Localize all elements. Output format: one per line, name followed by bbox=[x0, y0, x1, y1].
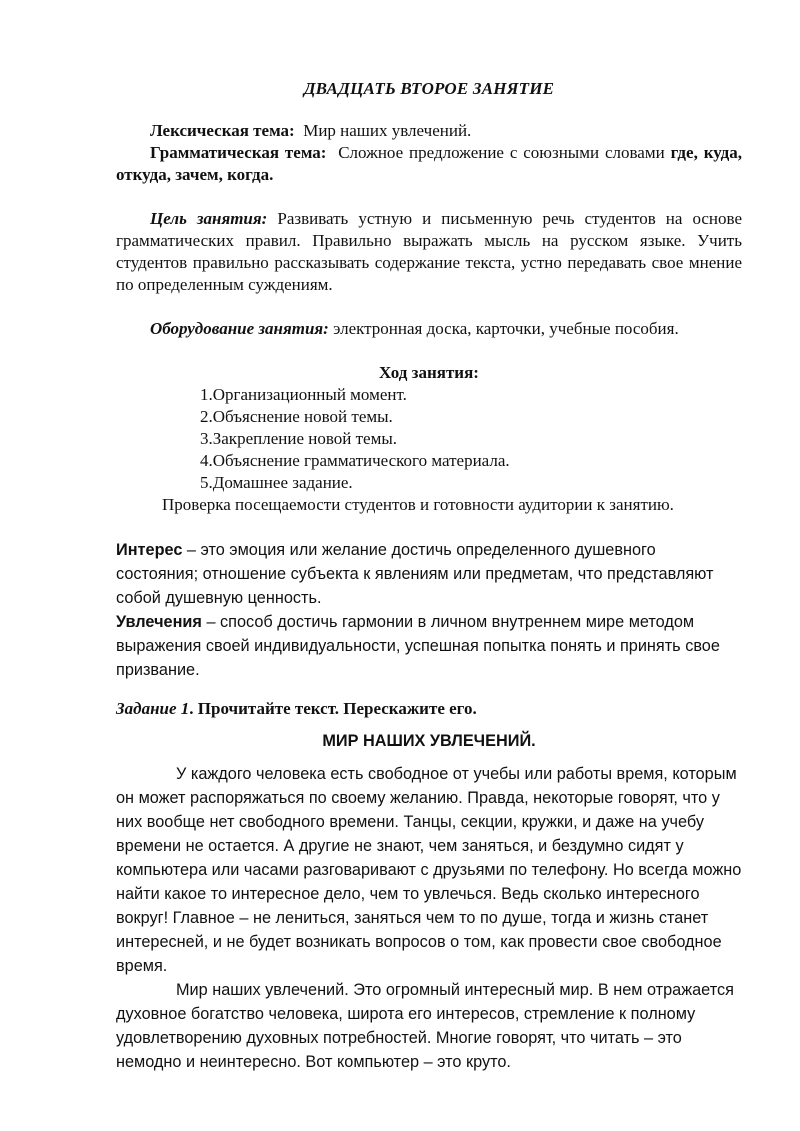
lesson-goal-label: Цель занятия: bbox=[150, 209, 268, 228]
grammar-topic-words: где, куда, откуда, зачем, когда. bbox=[116, 143, 743, 184]
course-heading: Ход занятия: bbox=[379, 363, 479, 382]
definition-text: – способ достичь гармонии в личном внутреннем мире методом выражения своей индивидуальности, успешная попытка понять и принять свое призвание. bbox=[116, 613, 720, 679]
lesson-title: ДВАДЦАТЬ ВТОРОЕ ЗАНЯТИЕ bbox=[303, 79, 555, 98]
grammar-topic-label: Грамматическая тема: bbox=[150, 143, 327, 162]
text-title: МИР НАШИХ УВЛЕЧЕНИЙ. bbox=[322, 732, 536, 750]
reading-text bbox=[116, 762, 742, 1074]
definition-text: – это эмоция или желание достичь определенного душевного состояния; отношение субъекта к явлениям или предметам, что представляют собой душевную ценность. bbox=[116, 541, 714, 607]
plan-item: 4.Объяснение грамматического материала. bbox=[200, 451, 510, 470]
lesson-equipment-label: Оборудование занятия: bbox=[150, 319, 329, 338]
definition-hobbies bbox=[116, 610, 742, 682]
grammar-topic-value: Сложное предложение с союзными словами bbox=[338, 143, 665, 162]
plan-item: 3.Закрепление новой темы. bbox=[200, 429, 397, 448]
definition-interest bbox=[116, 538, 742, 610]
lexical-topic-label: Лексическая тема: bbox=[150, 121, 295, 140]
document-page bbox=[116, 78, 742, 1074]
plan-item: 2.Объяснение новой темы. bbox=[200, 407, 393, 426]
grammar-topic bbox=[116, 142, 742, 186]
definitions bbox=[116, 538, 742, 682]
lexical-topic-value: Мир наших увлечений. bbox=[303, 121, 472, 140]
task-line bbox=[116, 698, 742, 720]
plan-item: 5.Домашнее задание. bbox=[200, 473, 353, 492]
task-text: . Прочитайте текст. Перескажите его. bbox=[189, 699, 477, 718]
lesson-equipment-text: электронная доска, карточки, учебные пособия. bbox=[333, 319, 679, 338]
text-paragraph: Мир наших увлечений. Это огромный интересный мир. В нем отражается духовное богатство человека, широта его интересов, стремление к полному удовлетворению духовных потребностей. Многие говорят, что читать – это немодно и неинтересно. Вот компьютер – это круто. bbox=[116, 981, 734, 1071]
lexical-topic bbox=[116, 120, 742, 142]
definition-term: Увлечения bbox=[116, 613, 202, 631]
course-plan-list bbox=[200, 384, 742, 494]
definition-term: Интерес bbox=[116, 541, 183, 559]
lesson-goal-text: Развивать устную и письменную речь студентов на основе грамматических правил. Правильно выражать мысль на русском языке. Учить студентов правильно рассказывать содержание текста, устно передавать свое мнение по определенным суждениям. bbox=[116, 209, 742, 294]
lesson-equipment bbox=[116, 318, 742, 340]
attendance-check: Проверка посещаемости студентов и готовности аудитории к занятию. bbox=[162, 495, 674, 514]
text-paragraph: У каждого человека есть свободное от учебы или работы время, которым он может распоряжаться по своему желанию. Правда, некоторые говорят, что у них вообще нет свободного времени. Танцы, секции, кружки, и даже на учебу времени не остается. А другие не знают, чем заняться, и бездумно сидят у компьютера или часами разговаривают с друзьями по телефону. Но всегда можно найти какое то интересное дело, чем то увлечься. Ведь сколько интересного вокруг! Главное – не лениться, заняться чем то по душе, тогда и жизнь станет интересней, и не будет возникать вопросов о том, как провести свое свободное время. bbox=[116, 765, 742, 975]
plan-item: 1.Организационный момент. bbox=[200, 385, 407, 404]
lesson-goal bbox=[116, 208, 742, 296]
task-label: Задание 1 bbox=[116, 699, 190, 718]
